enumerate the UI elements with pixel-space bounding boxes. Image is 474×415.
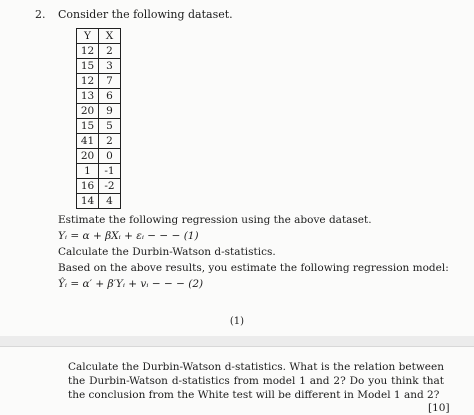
equation-model-2: Ŷᵢ = α′ + β′Yᵢ + vᵢ − − − (2)	[58, 278, 204, 290]
cell-x: 5	[99, 119, 121, 134]
cell-x: 6	[99, 89, 121, 104]
cell-y: 1	[77, 164, 99, 179]
cell-y: 16	[77, 179, 99, 194]
cell-y: 13	[77, 89, 99, 104]
cell-y: 14	[77, 194, 99, 209]
cell-x: -1	[99, 164, 121, 179]
page-number: (1)	[229, 316, 245, 327]
table-row	[77, 149, 121, 164]
page-gap	[0, 336, 474, 346]
cell-x: -2	[99, 179, 121, 194]
question-heading: Consider the following dataset.	[58, 8, 233, 21]
cell-x: 3	[99, 59, 121, 74]
table-row	[77, 104, 121, 119]
cell-y: 15	[77, 59, 99, 74]
table-row	[77, 179, 121, 194]
instruction-durbin-watson: Calculate the Durbin-Watson d-statistics.	[58, 246, 276, 258]
table-row	[77, 74, 121, 89]
cell-x: 2	[99, 134, 121, 149]
table-row	[77, 59, 121, 74]
cell-x: 7	[99, 74, 121, 89]
cell-y: 12	[77, 44, 99, 59]
header-x: X	[99, 29, 121, 44]
question-number: 2.	[35, 8, 46, 21]
table-row	[77, 44, 121, 59]
cell-x: 2	[99, 44, 121, 59]
marks-label: [10]	[428, 402, 450, 414]
table-row	[77, 119, 121, 134]
cell-y: 12	[77, 74, 99, 89]
instruction-next-model: Based on the above results, you estimate the following regression model:	[58, 262, 449, 274]
cell-y: 41	[77, 134, 99, 149]
instruction-estimate: Estimate the following regression using the above dataset.	[58, 214, 372, 226]
table-row	[77, 89, 121, 104]
cell-y: 15	[77, 119, 99, 134]
cell-y: 20	[77, 104, 99, 119]
table-header-row	[77, 29, 121, 44]
table-row	[77, 164, 121, 179]
table-row	[77, 194, 121, 209]
cell-y: 20	[77, 149, 99, 164]
equation-model-1: Yᵢ = α + βXᵢ + εᵢ − − − (1)	[58, 230, 199, 242]
table-row	[77, 134, 121, 149]
continuation-text: Calculate the Durbin-Watson d-statistics. What is the relation between the Durbin-Watson d-statistics from model 1 and 2? Do you think that the conclusion from the White test will be different in Model 1 and 2?	[68, 361, 444, 401]
cell-x: 0	[99, 149, 121, 164]
cell-x: 9	[99, 104, 121, 119]
dataset-table	[76, 28, 121, 209]
cell-x: 4	[99, 194, 121, 209]
header-y: Y	[77, 29, 99, 44]
